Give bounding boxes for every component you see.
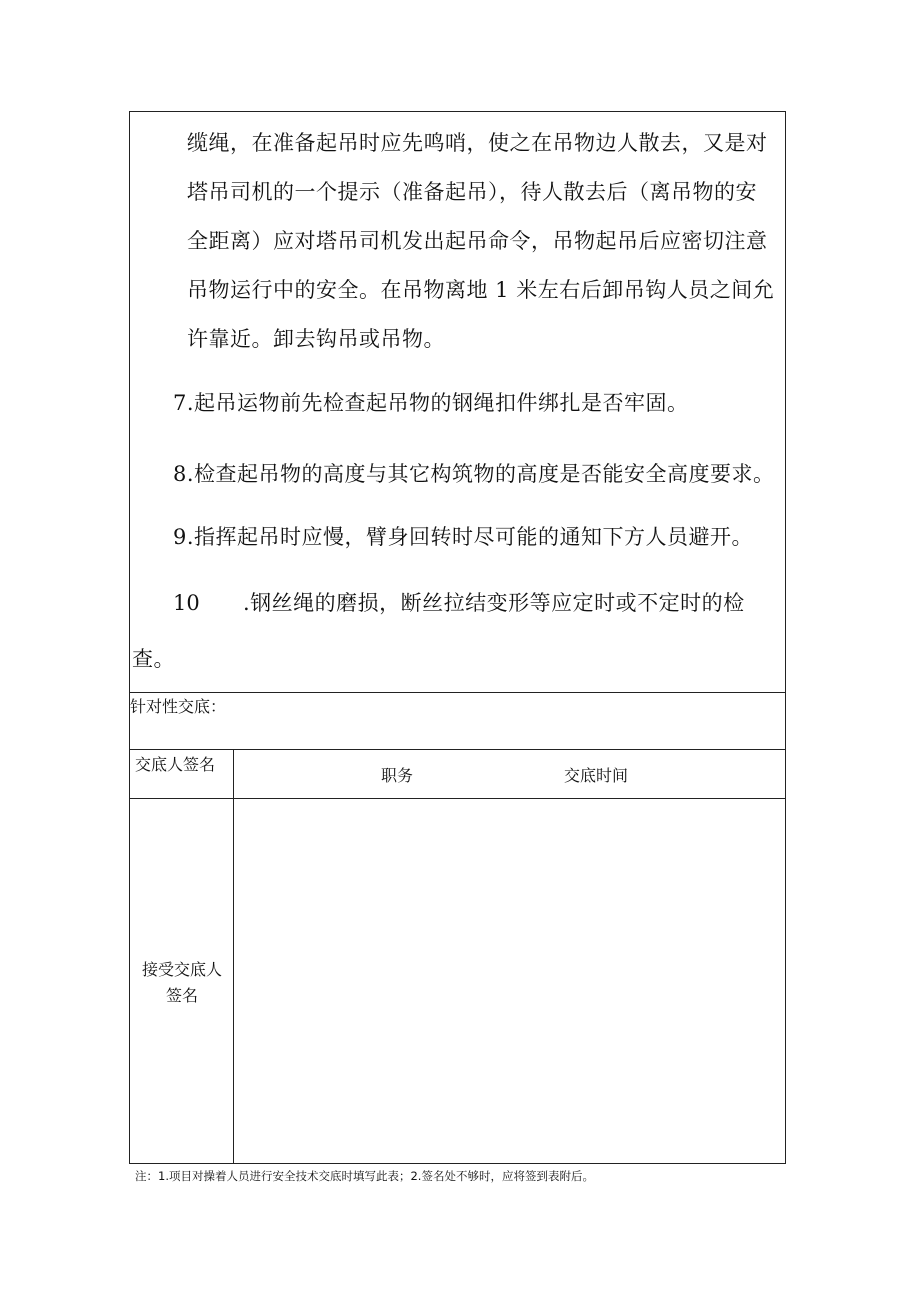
item-8-number: 8 [173,462,187,486]
item-8-text: .检查起吊物的高度与其它构筑物的高度是否能安全高度要求。 [186,462,775,486]
receiver-signature-area[interactable] [234,799,785,1163]
item-10-number: 10 [173,591,200,615]
divider-line [130,692,785,693]
item-7-number: 7 [173,391,187,415]
disclosure-time-label: 交底时间 [564,766,629,785]
item-7-text: .起吊运物前先检查起吊物的钢绳扣件绑扎是否牢固。 [186,391,689,415]
content-line-4: 吊物运行中的安全。在吊物离地 1 米左右后卸吊钩人员之间允 [187,278,775,302]
content-line-3: 全距离）应对塔吊司机发出起吊命令，吊物起吊后应密切注意 [187,229,768,253]
item-9-number: 9 [173,525,187,549]
item-10-tail: 查。 [132,647,175,671]
position-label: 职务 [381,766,414,785]
content-line-5: 许靠近。卸去钩吊或吊物。 [187,327,445,351]
disclosure-form [129,111,786,1164]
content-line-1: 缆绳，在准备起吊时应先鸣哨，使之在吊物边人散去，又是对 [187,131,768,155]
disclosure-content [130,112,785,692]
targeted-disclosure-label: 针对性交底： [130,697,227,716]
content-line-2: 塔吊司机的一个提示（准备起吊），待人散去后（离吊物的安 [187,180,757,204]
item-9 [173,523,753,551]
divider-line [130,749,785,750]
item-10-text: .钢丝绳的磨损，断丝拉结变形等应定时或不定时的检 [243,591,745,615]
item-8 [173,460,775,488]
receiver-signature-label-line1: 接受交底人 [141,960,222,979]
item-7 [173,389,689,417]
discloser-signature-label: 交底人签名 [135,755,216,774]
receiver-signature-label-line2: 签名 [165,986,198,1005]
item-9-text: .指挥起吊时应慢，臂身回转时尽可能的通知下方人员避开。 [186,525,754,549]
footnote: 注：1.项目对操着人员进行安全技术交底时填写此表；2.签名处不够时，应将签到表附后。 [135,1169,594,1183]
